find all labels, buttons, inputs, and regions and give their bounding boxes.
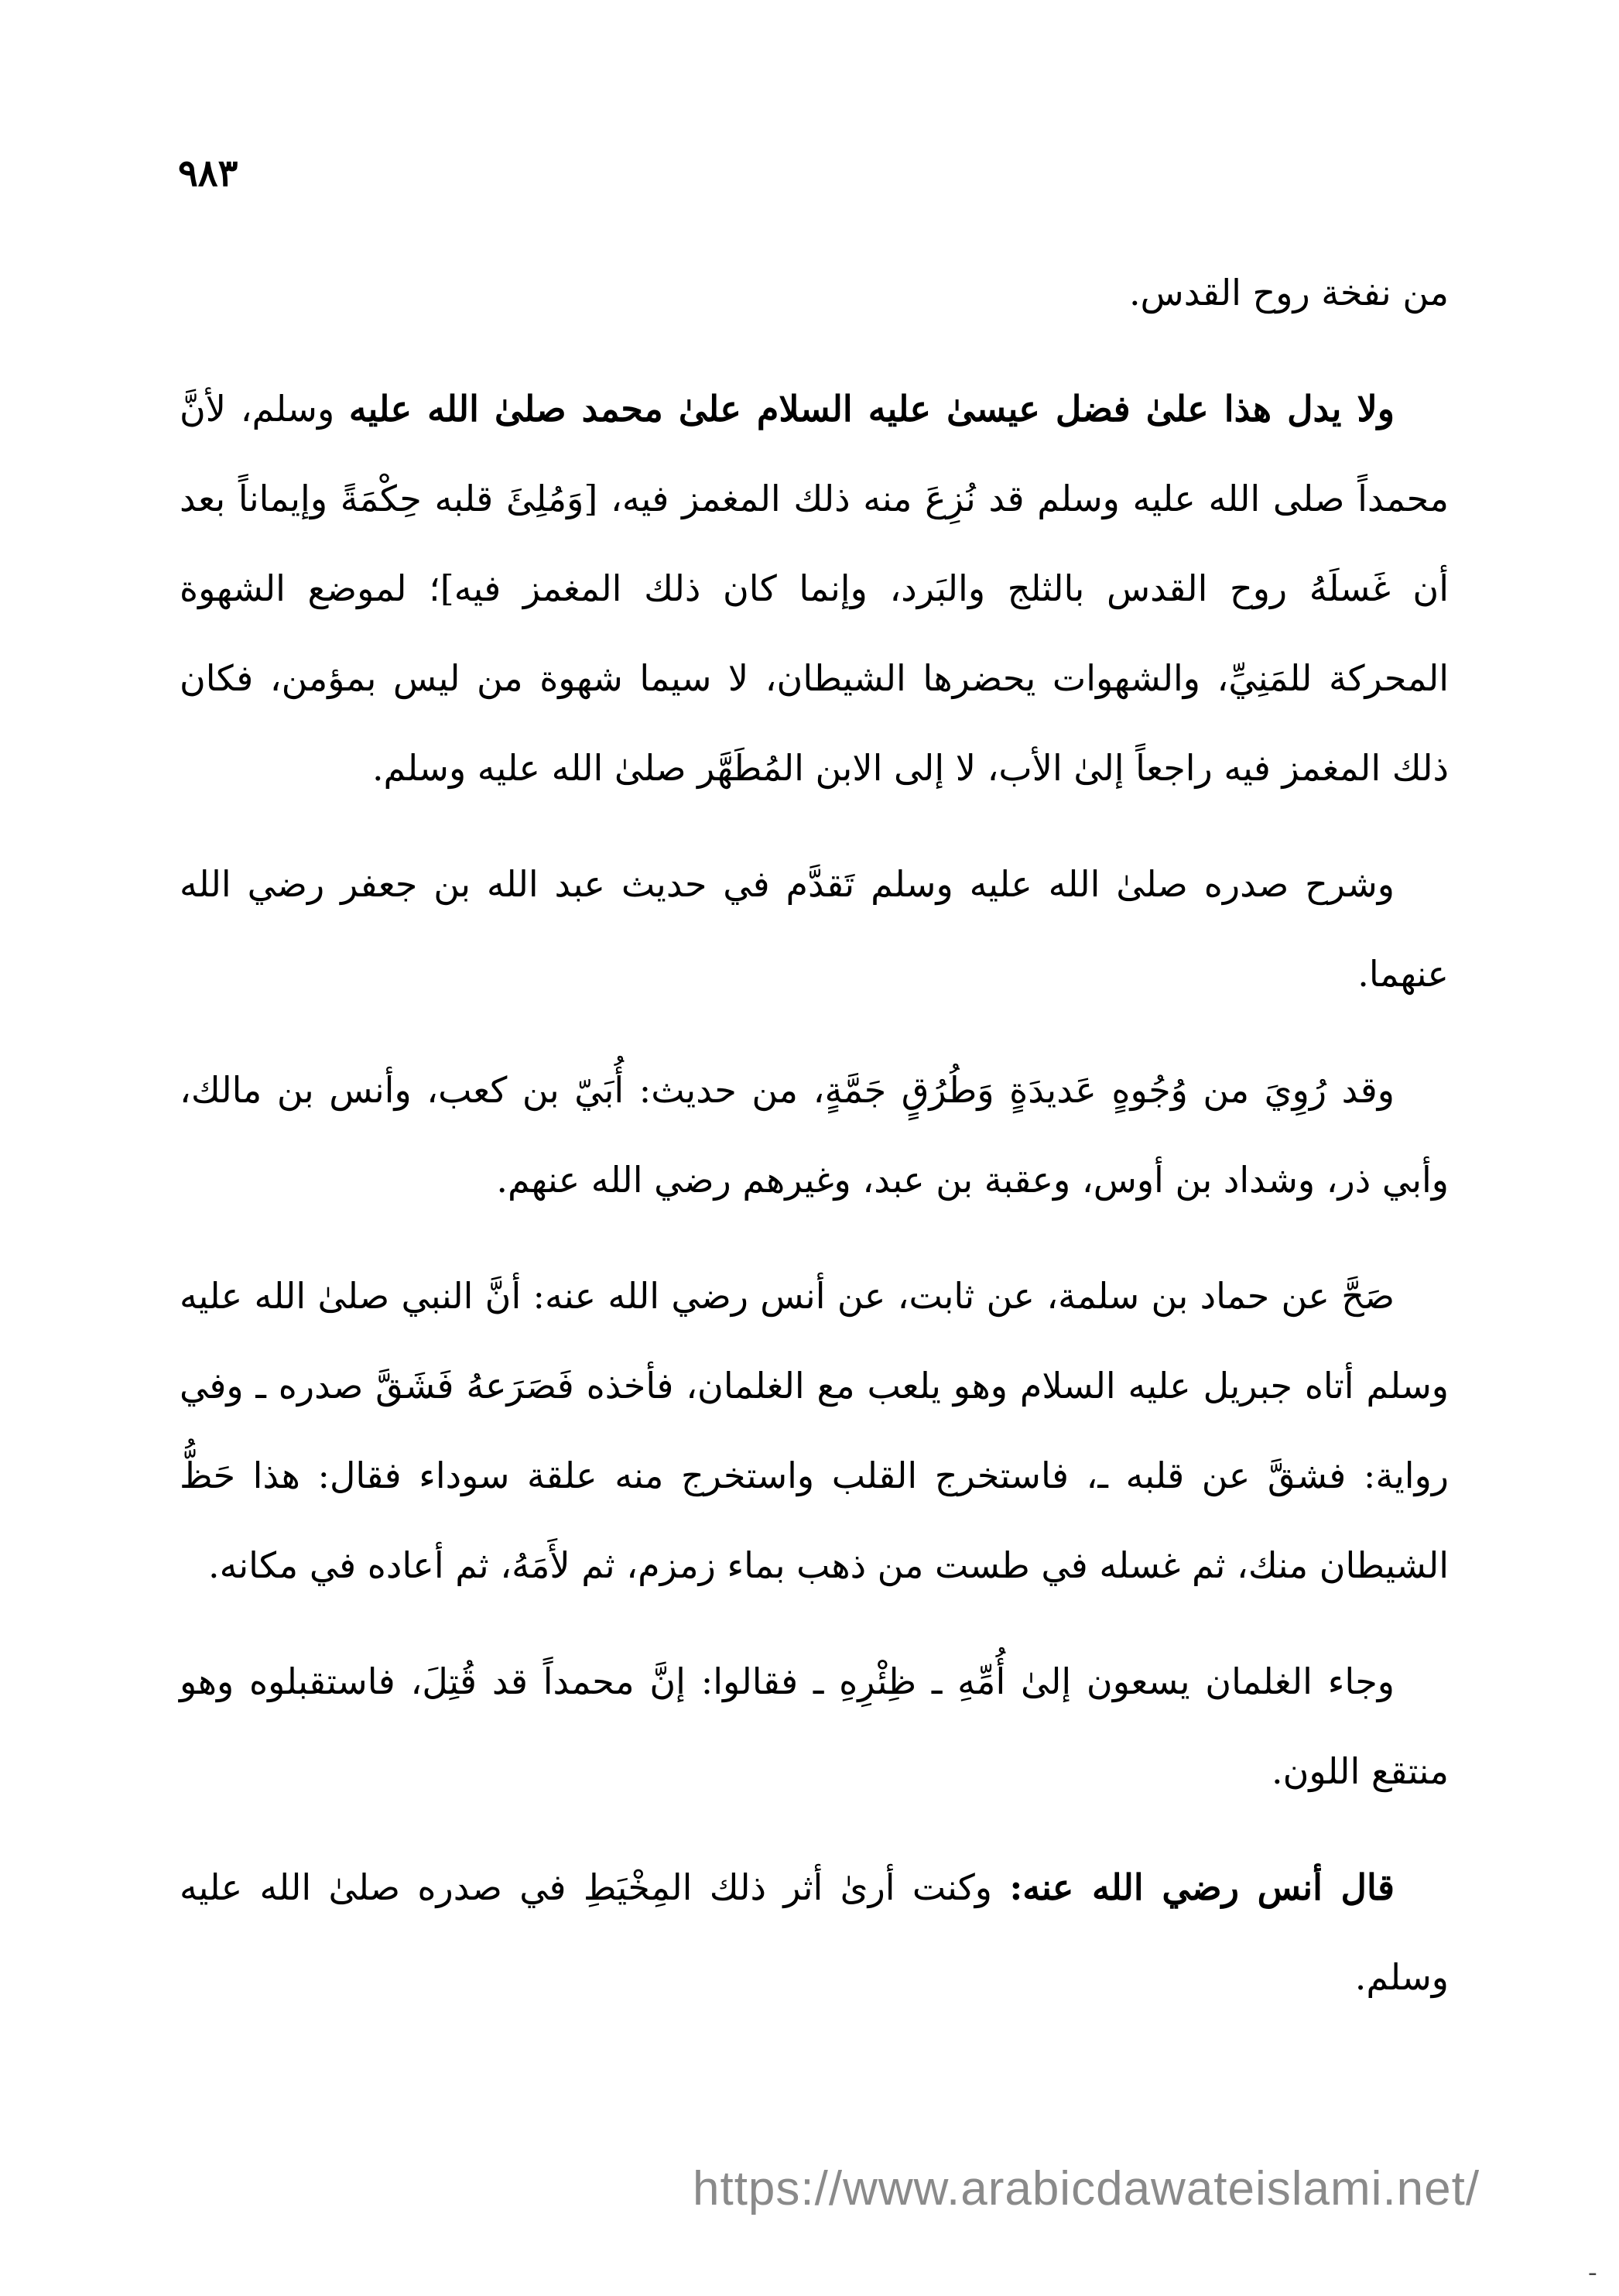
paragraph-text: وسلم، لأنَّ محمداً صلى الله عليه وسلم قد نُزِعَ منه ذلك المغمز فيه، [وَمُلِئَ قلبه حِكْمَةً وإيماناً بعد أن غَسلَهُ روح القدس بالثلج والبَرد، وإنما كان ذلك المغمز فيه]؛ لموضع الشهوة المحركة للمَنِيِّ، والشهوات يحضرها الشيطان، لا سيما شهوة من ليس بمؤمن، فكان ذلك المغمز فيه راجعاً إلىٰ الأب، لا إلى الابن المُطَهَّر صلىٰ الله عليه وسلم. <box>180 388 1449 789</box>
paragraph-lead: ولا يدل هذا علىٰ فضل عيسىٰ عليه السلام علىٰ محمد صلىٰ الله عليه <box>348 388 1395 430</box>
paragraph <box>180 1636 1449 1816</box>
body-text <box>180 248 1449 2048</box>
paragraph-text: وقد رُوِيَ من وُجُوهٍ عَديدَةٍ وَطُرُقٍ جَمَّةٍ، من حديث: أُبَيّ بن كعب، وأنس بن مالك، وأبي ذر، وشداد بن أوس، وعقبة بن عبد، وغيرهم رضي الله عنهم. <box>180 1069 1449 1201</box>
paragraph <box>180 1251 1449 1610</box>
paragraph-text: صَحَّ عن حماد بن سلمة، عن ثابت، عن أنس رضي الله عنه: أنَّ النبي صلىٰ الله عليه وسلم أتاه جبريل عليه السلام وهو يلعب مع الغلمان، فأخذه فَصَرَعهُ فَشَقَّ صدره ـ وفي رواية: فشقَّ عن قلبه ـ، فاستخرج القلب واستخرج منه علقة سوداء فقال: هذا حَظُّ الشيطان منك، ثم غسله في طست من ذهب بماء زمزم، ثم لأَمَهُ، ثم أعاده في مكانه. <box>180 1275 1449 1586</box>
paragraph-lead: قال أنس رضي الله عنه: <box>1009 1866 1395 1908</box>
paragraph <box>180 1842 1449 2022</box>
page-number: ٩٨٣ <box>178 152 238 195</box>
paragraph <box>180 248 1449 338</box>
paragraph-text: وكنت أرىٰ أثر ذلك المِخْيَطِ في صدره صلىٰ الله عليه وسلم. <box>180 1866 1449 1998</box>
paragraph <box>180 364 1449 813</box>
paragraph-text: وشرح صدره صلىٰ الله عليه وسلم تَقدَّم في حديث عبد الله بن جعفر رضي الله عنهما. <box>180 863 1449 995</box>
corner-mark: ـ <box>1589 2255 1596 2281</box>
paragraph <box>180 1045 1449 1225</box>
paragraph <box>180 839 1449 1019</box>
paragraph-text: من نفخة روح القدس. <box>1128 272 1449 314</box>
paragraph-text: وجاء الغلمان يسعون إلىٰ أُمِّهِ ـ ظِئْرِهِ ـ فقالوا: إنَّ محمداً قد قُتِلَ، فاستقبلوه وهو منتقع اللون. <box>180 1660 1449 1792</box>
website-watermark: https://www.arabicdawateislami.net/ <box>693 2162 1480 2215</box>
